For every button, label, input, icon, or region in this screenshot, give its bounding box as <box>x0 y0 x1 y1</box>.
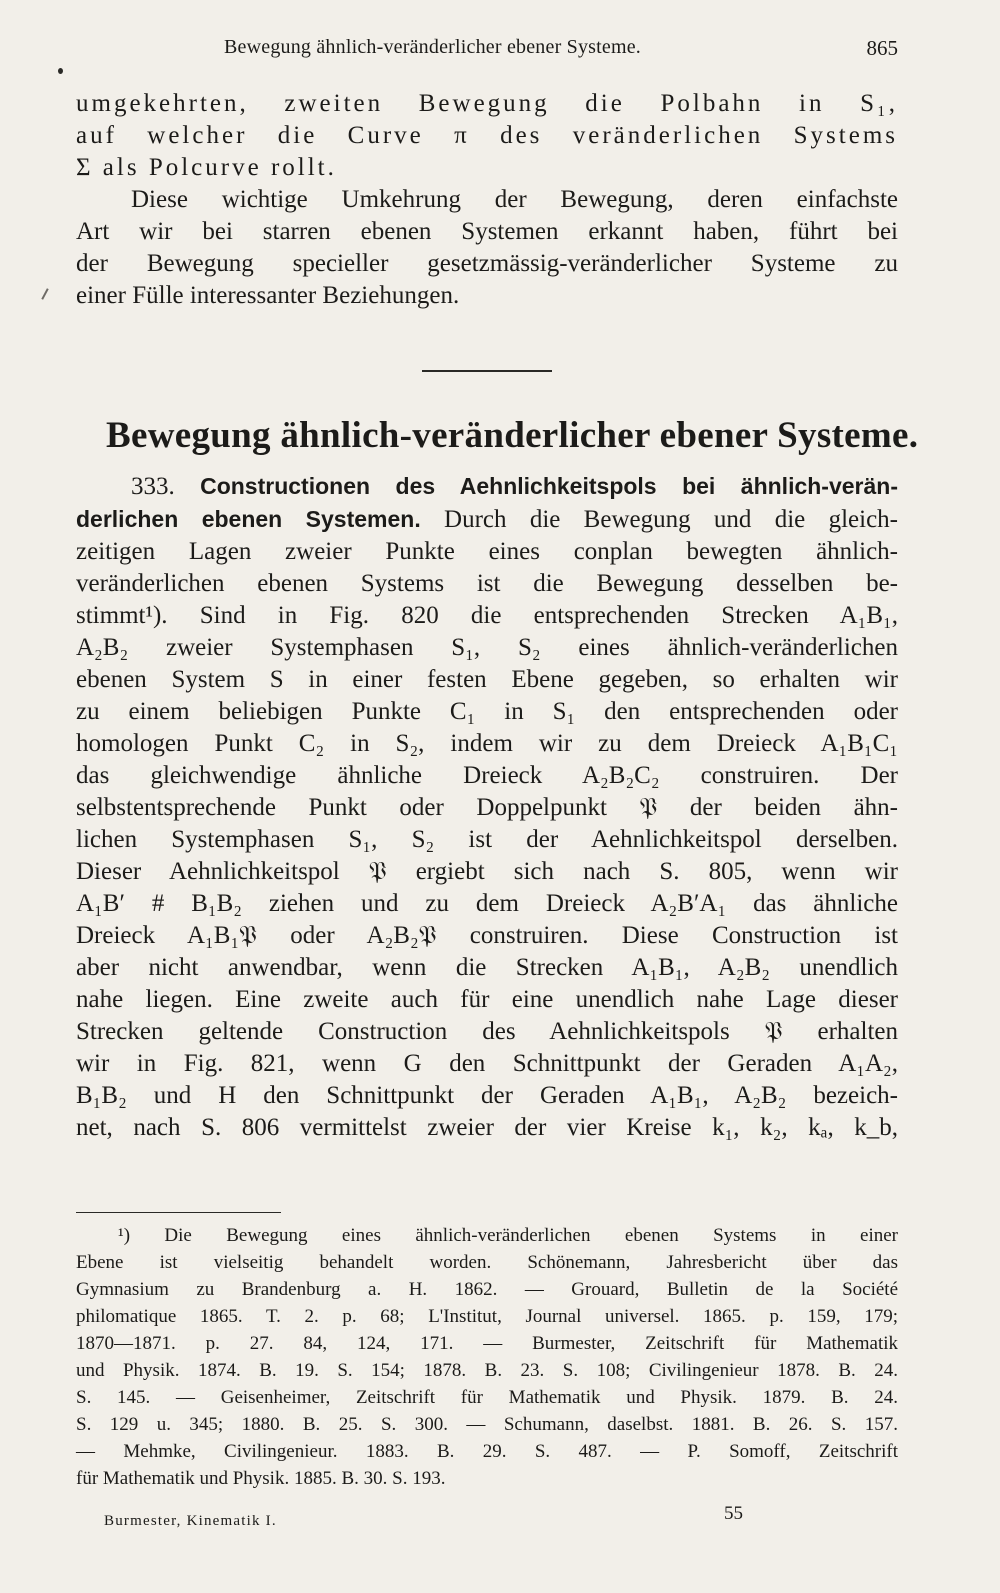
text-line: zu einem beliebigen Punkte C₁ in S₁ den entsprechenden oder <box>76 698 898 725</box>
text-line: selbstentsprechende Punkt oder Doppelpunkt 𝔓 der beiden ähn- <box>76 794 898 821</box>
text-line <box>76 503 898 536</box>
section-heading: Bewegung ähnlich-veränderlicher ebener Systeme. <box>106 415 919 456</box>
section-subheading: Constructionen des Aehnlichkeitspols bei ähnlich-verän- <box>200 473 898 499</box>
text-line: ebenen System S in einer festen Ebene gegeben, so erhalten wir <box>76 666 898 693</box>
text-line: lichen Systemphasen S₁, S₂ ist der Aehnlichkeitspol derselben. <box>76 826 898 853</box>
section-number: 333. <box>131 473 175 500</box>
text-line: wir in Fig. 821, wenn G den Schnittpunkt der Geraden A₁A₂, <box>76 1050 898 1077</box>
text-line: B₁B₂ und H den Schnittpunkt der Geraden A₁B₁, A₂B₂ bezeich- <box>76 1082 898 1109</box>
footnote-line: philomatique 1865. T. 2. p. 68; L'Institut, Journal universel. 1865. p. 159, 179; <box>76 1306 898 1327</box>
section-separator-rule <box>422 370 552 372</box>
text-fragment: Durch die Bewegung und die gleich- <box>444 506 898 533</box>
text-line: Σ als Polcurve rollt. <box>76 154 337 181</box>
footnote-line: für Mathematik und Physik. 1885. B. 30. S. 193. <box>76 1468 446 1489</box>
footnote-line: und Physik. 1874. B. 19. S. 154; 1878. B. 23. S. 108; Civilingenieur 1878. B. 24. <box>76 1360 898 1381</box>
text-line: umgekehrten, zweiten Bewegung die Polbahn in S₁, <box>76 90 898 117</box>
text-line: A₂B₂ zweier Systemphasen S₁, S₂ eines ähnlich-veränderlichen <box>76 634 898 661</box>
text-line: Art wir bei starren ebenen Systemen erkannt haben, führt bei <box>76 218 898 245</box>
footnote-line: Ebene ist vielseitig behandelt worden. Schönemann, Jahresbericht über das <box>76 1252 898 1273</box>
text-line: der Bewegung specieller gesetzmässig-veränderlicher Systeme zu <box>76 250 898 277</box>
text-line: net, nach S. 806 vermittelst zweier der vier Kreise k₁, k₂, kₐ, k_b, <box>76 1114 898 1141</box>
running-head <box>76 36 898 66</box>
text-line: zeitigen Lagen zweier Punkte eines conplan bewegten ähnlich- <box>76 538 898 565</box>
ink-stroke-mark <box>41 288 48 300</box>
footnote-line: Gymnasium zu Brandenburg a. H. 1862. — Grouard, Bulletin de la Société <box>76 1279 898 1300</box>
footnote-line: — Mehmke, Civilingenieur. 1883. B. 29. S. 487. — P. Somoff, Zeitschrift <box>76 1441 898 1462</box>
section-paragraph <box>76 470 898 1144</box>
footnote-line: 1870—1871. p. 27. 84, 124, 171. — Burmester, Zeitschrift für Mathematik <box>76 1333 898 1354</box>
sheet-number: 55 <box>724 1503 743 1524</box>
ink-dot-mark <box>58 68 63 74</box>
footnote-rule <box>76 1212 281 1213</box>
footnote-line: S. 145. — Geisenheimer, Zeitschrift für Mathematik und Physik. 1879. B. 24. <box>76 1387 898 1408</box>
page-number: 865 <box>866 36 898 60</box>
footnote-line: S. 129 u. 345; 1880. B. 25. S. 300. — Schumann, daselbst. 1881. B. 26. S. 157. <box>76 1414 898 1435</box>
printer-signature: Burmester, Kinematik I. <box>104 1513 277 1529</box>
text-line: veränderlichen ebenen Systems ist die Bewegung desselben be- <box>76 570 898 597</box>
text-line: aber nicht anwendbar, wenn die Strecken A₁B₁, A₂B₂ unendlich <box>76 954 898 981</box>
text-line: Diese wichtige Umkehrung der Bewegung, deren einfachste <box>131 186 898 213</box>
text-line: Dreieck A₁B₁𝔓 oder A₂B₂𝔓 construiren. Diese Construction ist <box>76 922 898 949</box>
text-line: das gleichwendige ähnliche Dreieck A₂B₂C₂ construiren. Der <box>76 762 898 789</box>
footnote-line: ¹) Die Bewegung eines ähnlich-veränderlichen ebenen Systems in einer <box>118 1225 898 1246</box>
intro-paragraph <box>76 88 898 312</box>
text-line: A₁B′ # B₁B₂ ziehen und zu dem Dreieck A₂B′A₁ das ähnliche <box>76 890 898 917</box>
text-line: Dieser Aehnlichkeitspol 𝔓 ergiebt sich nach S. 805, wenn wir <box>76 858 898 885</box>
text-line <box>76 470 898 503</box>
text-line: auf welcher die Curve π des veränderlichen Systems <box>76 122 898 149</box>
text-line: stimmt¹). Sind in Fig. 820 die entsprechenden Strecken A₁B₁, <box>76 602 898 629</box>
text-line: einer Fülle interessanter Beziehungen. <box>76 282 460 309</box>
text-line: nahe liegen. Eine zweite auch für eine unendlich nahe Lage dieser <box>76 986 898 1013</box>
footnote <box>76 1222 898 1492</box>
text-line: Strecken geltende Construction des Aehnlichkeitspols 𝔓 erhalten <box>76 1018 898 1045</box>
running-head-title: Bewegung ähnlich-veränderlicher ebener Systeme. <box>224 36 642 58</box>
section-subheading-continued: derlichen ebenen Systemen. <box>76 506 421 532</box>
text-line: homologen Punkt C₂ in S₂, indem wir zu dem Dreieck A₁B₁C₁ <box>76 730 898 757</box>
